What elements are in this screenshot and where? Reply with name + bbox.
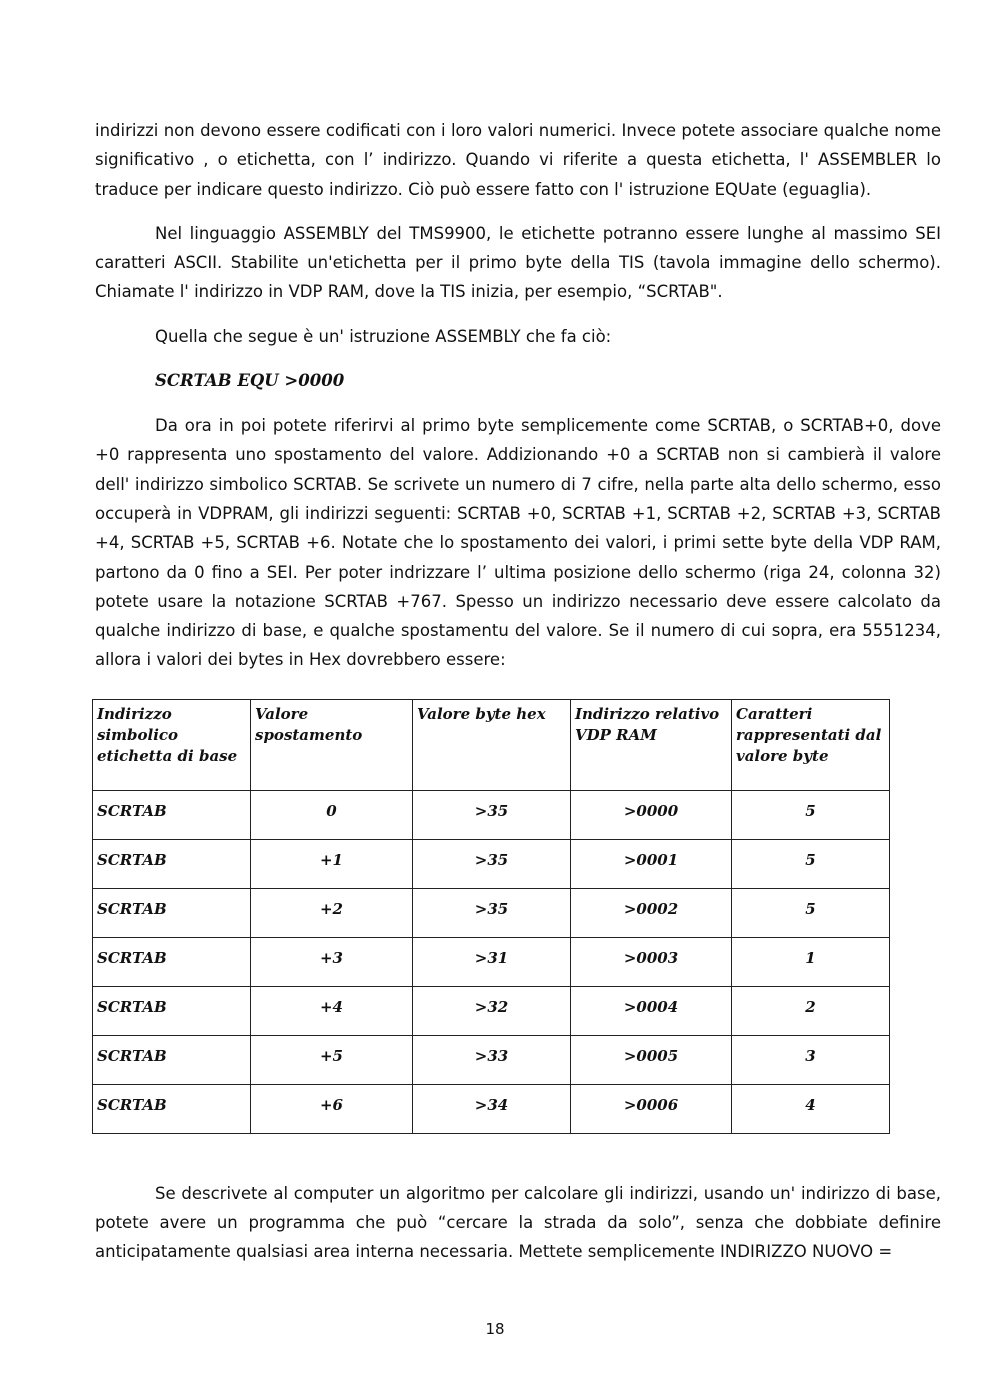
column-header: Valore spostamento [251, 699, 413, 790]
address-table [92, 699, 890, 1134]
table-cell: >0006 [571, 1084, 732, 1133]
table-row [93, 1035, 890, 1084]
table-cell: SCRTAB [93, 1084, 251, 1133]
table-cell: >0005 [571, 1035, 732, 1084]
column-header: Indirizzo simbolico etichetta di base [93, 699, 251, 790]
paragraph-offset: Da ora in poi potete riferirvi al primo byte semplicemente come SCRTAB, o SCRTAB+0, dove +0 rappresenta uno spostamento del valore. Addizionando +0 a SCRTAB non si cambierà il valore dell' indirizzo simbolico SCRTAB. Se scrivete un numero di 7 cifre, nella parte alta dello schermo, esso occuperà in VDPRAM, gli indirizzi seguenti: SCRTAB +0, SCRTAB +1, SCRTAB +2, SCRTAB +3, SCRTAB +4, SCRTAB +5, SCRTAB +6. Notate che lo spostamento dei valori, i primi sette byte della VDP RAM, partono da 0 fino a SEI. Per poter indrizzare l’ ultima posizione dello schermo (riga 24, colonna 32) potete usare la notazione SCRTAB +767. Spesso un indirizzo necessario deve essere calcolato da qualche indirizzo di base, e qualche spostamentu del valore. Se il numero di cui sopra, era 5551234, allora i valori dei bytes in Hex dovrebbero essere: [95, 416, 941, 670]
table-cell: +3 [251, 937, 413, 986]
table-cell: SCRTAB [93, 1035, 251, 1084]
table-cell: SCRTAB [93, 937, 251, 986]
table-cell: +1 [251, 839, 413, 888]
table-cell: 1 [732, 937, 890, 986]
column-header: Valore byte hex [413, 699, 571, 790]
table-header-row [93, 699, 890, 790]
paragraph-labels: Nel linguaggio ASSEMBLY del TMS9900, le etichette potranno essere lunghe al massimo SEI caratteri ASCII. Stabilite un'etichetta per il primo byte della TIS (tavola immagine dello schermo). Chiamate l' indirizzo in VDP RAM, dove la TIS inizia, per esempio, “SCRTAB". [95, 223, 941, 302]
table-cell: >0000 [571, 790, 732, 839]
table-cell: >0003 [571, 937, 732, 986]
page-number: 18 [485, 1320, 505, 1338]
paragraph-instruction: Quella che segue è un' istruzione ASSEMBLY che fa ciò: [155, 326, 612, 346]
table-cell: >32 [413, 986, 571, 1035]
table-cell: >0004 [571, 986, 732, 1035]
column-header: Caratteri rappresentati dal valore byte [732, 699, 890, 790]
table-cell: 0 [251, 790, 413, 839]
table-body [93, 790, 890, 1133]
code-line: SCRTAB EQU >0000 [155, 371, 345, 391]
table-cell: 3 [732, 1035, 890, 1084]
page-body [95, 116, 941, 1282]
table-cell: 5 [732, 888, 890, 937]
table-row [93, 839, 890, 888]
table-cell: 5 [732, 839, 890, 888]
table-cell: +6 [251, 1084, 413, 1133]
table-cell: SCRTAB [93, 888, 251, 937]
column-header: Indirizzo relativo VDP RAM [571, 699, 732, 790]
table-cell: SCRTAB [93, 839, 251, 888]
table-cell: 5 [732, 790, 890, 839]
table-row [93, 888, 890, 937]
table-cell: >31 [413, 937, 571, 986]
table-cell: >35 [413, 790, 571, 839]
table-cell: +5 [251, 1035, 413, 1084]
table-cell: >35 [413, 888, 571, 937]
table-cell: >35 [413, 839, 571, 888]
table-cell: 4 [732, 1084, 890, 1133]
table-row [93, 790, 890, 839]
table-cell: >0002 [571, 888, 732, 937]
table-row [93, 1084, 890, 1133]
table-cell: >34 [413, 1084, 571, 1133]
paragraph-algorithm: Se descrivete al computer un algoritmo per calcolare gli indirizzi, usando un' indirizzo di base, potete avere un programma che può “cercare la strada da solo”, senza che dobbiate definire anticipatamente qualsiasi area interna necessaria. Mettete semplicemente INDIRIZZO NUOVO = [95, 1183, 941, 1262]
table-cell: +4 [251, 986, 413, 1035]
table-row [93, 937, 890, 986]
table-cell: 2 [732, 986, 890, 1035]
table-cell: +2 [251, 888, 413, 937]
table-row [93, 986, 890, 1035]
table-cell: >0001 [571, 839, 732, 888]
table-cell: >33 [413, 1035, 571, 1084]
table-cell: SCRTAB [93, 790, 251, 839]
paragraph-intro: indirizzi non devono essere codificati con i loro valori numerici. Invece potete associare qualche nome significativo , o etichetta, con l’ indirizzo. Quando vi riferite a questa etichetta, l' ASSEMBLER lo traduce per indicare questo indirizzo. Ciò può essere fatto con l' istruzione EQUate (eguaglia). [95, 121, 941, 199]
table-cell: SCRTAB [93, 986, 251, 1035]
